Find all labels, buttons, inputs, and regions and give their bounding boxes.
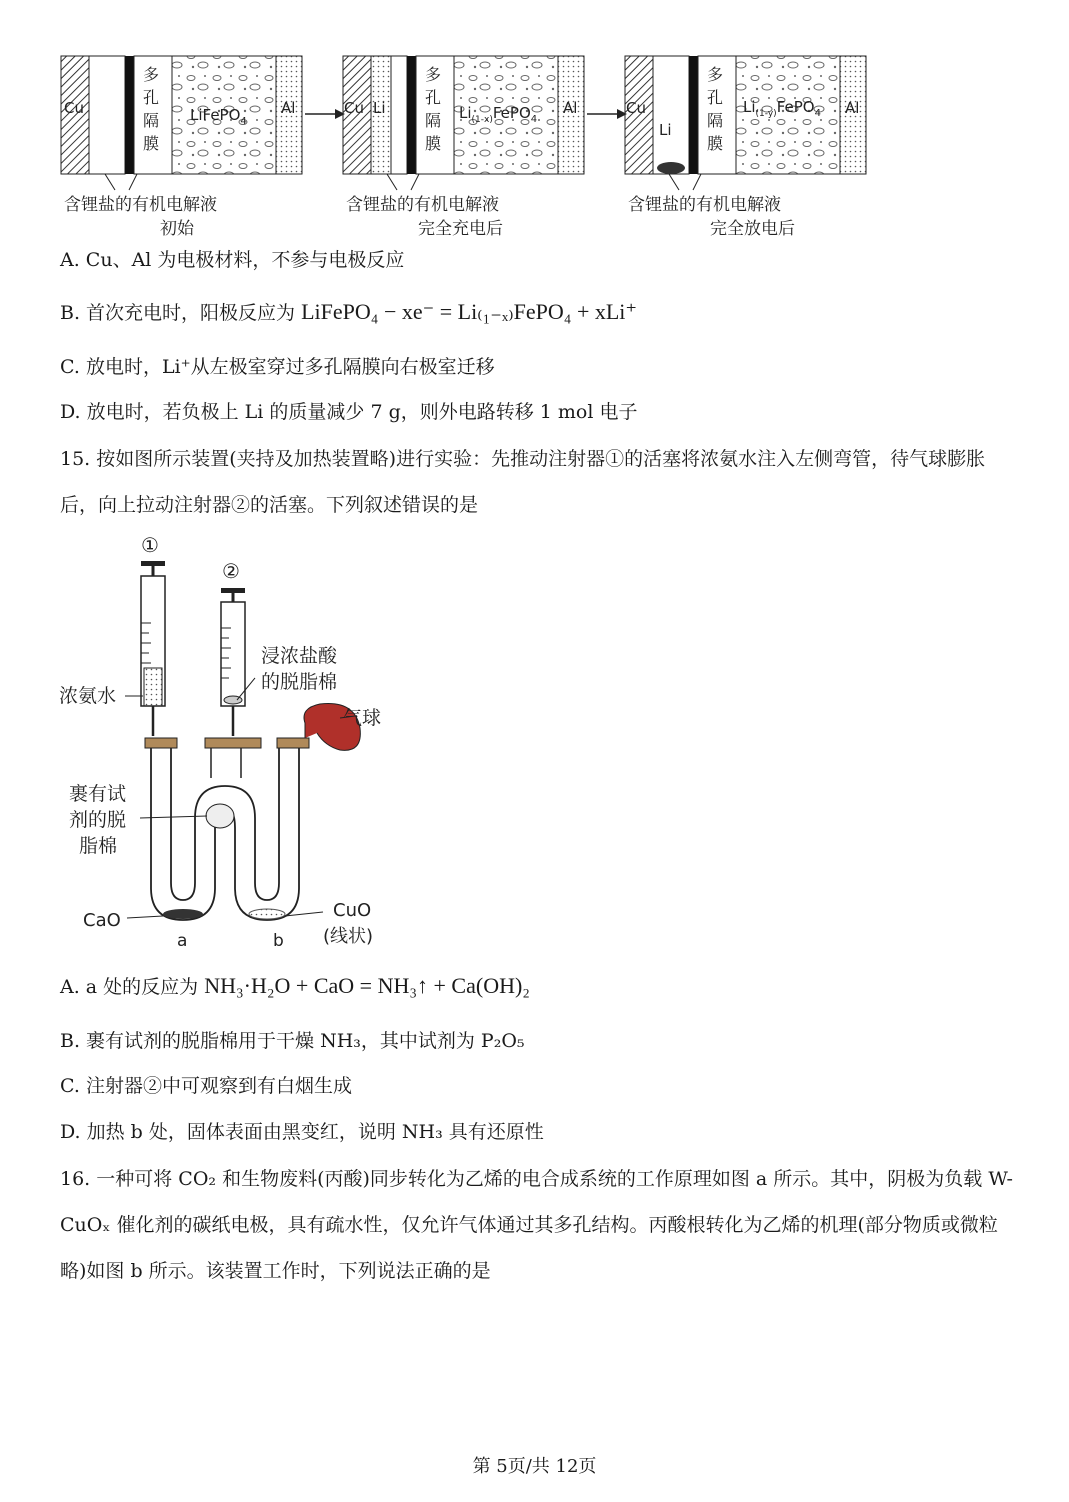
battery-stage-initial <box>61 56 302 190</box>
electrolyte-label-3: 含锂盐的有机电解液 <box>628 195 781 215</box>
arrow-icon-2 <box>587 109 627 119</box>
membrane-label-1: 多 <box>143 65 160 84</box>
electrolyte-label-2: 含锂盐的有机电解液 <box>346 195 499 215</box>
page-footer: 第 5页/共 12页 <box>472 1456 597 1477</box>
q14-option-b-prefix: B. 首次充电时，阳极反应为 <box>60 302 296 324</box>
point-b-label: b <box>273 931 284 951</box>
q15-option-b: B. 裹有试剂的脱脂棉用于干燥 NH₃，其中试剂为 P₂O₅ <box>60 1030 525 1052</box>
point-a-label: a <box>177 931 188 951</box>
membrane-label-2: 孔 <box>143 88 160 107</box>
balloon-label: 气球 <box>343 707 382 729</box>
apparatus-figure <box>55 528 415 958</box>
q14-option-a: A. Cu、Al 为电极材料，不参与电极反应 <box>60 249 405 271</box>
q15-option-d: D. 加热 b 处，固体表面由黑变红，说明 NH₃ 具有还原性 <box>60 1121 544 1143</box>
q14-option-c: C. 放电时，Li⁺从左极室穿过多孔隔膜向右极室迁移 <box>60 356 495 378</box>
syringe-1 <box>141 561 165 736</box>
q15-option-c: C. 注射器②中可观察到有白烟生成 <box>60 1075 352 1097</box>
cu-label: Cu <box>64 99 84 117</box>
caption-initial: 初始 <box>160 219 194 239</box>
membrane-label-2b: 孔 <box>425 88 442 107</box>
hcl-cotton-label-2: 的脱脂棉 <box>261 671 338 693</box>
al-label: Al <box>281 99 296 117</box>
q15-stem: 15. 按如图所示装置(夹持及加热装置略)进行实验：先推动注射器①的活塞将浓氨水注入左侧弯管，待气球膨胀后，向上拉动注射器②的活塞。下列叙述错误的是 <box>60 448 986 516</box>
q16-stem: 16. 一种可将 CO₂ 和生物废料(丙酸)同步转化为乙烯的电合成系统的工作原理如图 a 所示。其中，阴极为负载 W-CuOₓ 催化剂的碳纸电极，具有疏水性，仅允许气体通过其多孔结构。丙酸根转化为乙烯的机理(部分物质或微粒略)如图 b 所示。该装置工作时，下列说法正确的是 <box>60 1168 1013 1282</box>
q15-option-a <box>60 972 530 1001</box>
reagent-cotton-label-3: 脂棉 <box>79 835 118 857</box>
ammonia-label: 浓氨水 <box>59 685 117 707</box>
cathode-label: LiFePO$_4$ <box>190 106 247 127</box>
q15-option-a-prefix: A. a 处的反应为 <box>60 976 199 998</box>
membrane-label-3: 隔 <box>143 111 160 130</box>
membrane-label-3a: 多 <box>707 65 724 84</box>
li-label-3: Li <box>659 121 672 139</box>
cathode-label-3: $Li_{(1-y)}FePO_4$ <box>743 98 821 119</box>
cuo-note-label: (线状) <box>323 926 374 947</box>
hcl-cotton-label-1: 浸浓盐酸 <box>261 645 338 667</box>
syringe-2-label: ② <box>222 559 240 583</box>
al-label-3: Al <box>845 99 860 117</box>
membrane-label-2c: 隔 <box>425 111 442 130</box>
caption-charged: 完全充电后 <box>418 219 503 239</box>
syringe-1-label: ① <box>141 533 159 557</box>
membrane-label-4: 膜 <box>143 134 160 153</box>
reagent-cotton-label-2: 剂的脱 <box>69 809 127 831</box>
battery-stage-charged <box>343 56 584 190</box>
cuo-label: CuO <box>333 900 372 921</box>
syringe-2 <box>221 588 245 736</box>
membrane-label-2a: 多 <box>425 65 442 84</box>
caption-discharged: 完全放电后 <box>710 219 795 239</box>
q14-option-d: D. 放电时，若负极上 Li 的质量减少 7 g，则外电路转移 1 mol 电子 <box>60 401 638 423</box>
q14-option-b <box>60 298 637 327</box>
cuo-solid <box>249 909 285 919</box>
cao-label: CaO <box>83 910 121 931</box>
reagent-cotton-label-1: 裹有试 <box>69 783 127 805</box>
electrolyte-label-1: 含锂盐的有机电解液 <box>64 195 217 215</box>
membrane-label-3d: 膜 <box>707 134 724 153</box>
q15-option-a-formula: NH₃·H₂O + CaO = NH₃↑ + Ca(OH)₂ <box>204 973 530 998</box>
membrane-label-2d: 膜 <box>425 134 442 153</box>
q14-option-b-formula: LiFePO₄ − xe⁻ = Li₍₁₋ₓ₎FePO₄ + xLi⁺ <box>301 299 638 324</box>
cu-label-2: Cu <box>344 99 364 117</box>
cu-label-3: Cu <box>626 99 646 117</box>
membrane-label-3c: 隔 <box>707 111 724 130</box>
battery-stage-discharged <box>625 56 866 190</box>
cathode-label-2: $Li_{(1-x)}FePO_4$ <box>459 104 538 125</box>
arrow-icon <box>305 109 345 119</box>
li-label-2: Li <box>373 99 386 117</box>
al-label-2: Al <box>563 99 578 117</box>
membrane-label-3b: 孔 <box>707 88 724 107</box>
reagent-cotton <box>206 804 234 828</box>
cao-solid <box>163 909 203 919</box>
